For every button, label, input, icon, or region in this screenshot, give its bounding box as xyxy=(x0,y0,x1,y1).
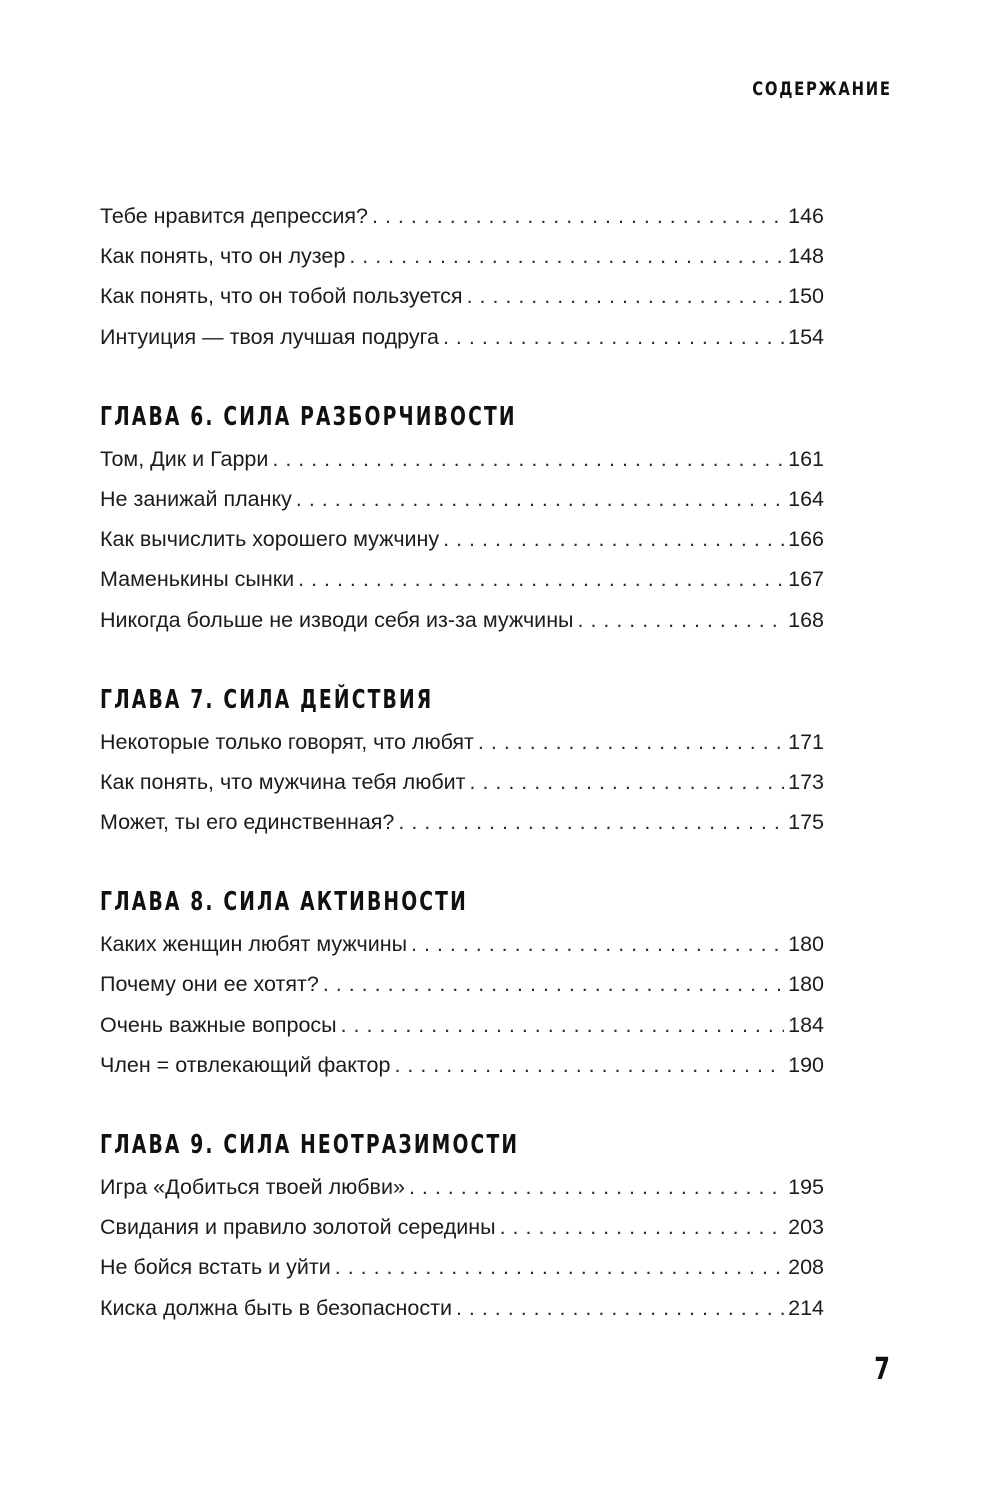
entry-page-number: 166 xyxy=(788,527,824,552)
toc-entry[interactable] xyxy=(100,236,824,276)
toc-entry[interactable] xyxy=(100,802,824,842)
table-of-contents xyxy=(100,196,824,1328)
dot-leader xyxy=(398,802,784,842)
chapter-title[interactable]: ГЛАВА 6. СИЛА РАЗБОРЧИВОСТИ xyxy=(100,401,517,432)
toc-entry[interactable] xyxy=(100,276,824,316)
toc-entry[interactable] xyxy=(100,600,824,640)
dot-leader xyxy=(349,236,784,276)
dot-leader xyxy=(443,519,784,559)
toc-section-chapter-7 xyxy=(100,682,824,843)
toc-entry[interactable] xyxy=(100,924,824,964)
entry-title: Киска должна быть в безопасности xyxy=(100,1295,452,1320)
entry-page-number: 171 xyxy=(788,729,824,754)
entry-title: Никогда больше не изводи себя из-за мужчины xyxy=(100,607,574,632)
entry-title: Не бойся встать и уйти xyxy=(100,1255,331,1280)
entry-title: Может, ты его единственная? xyxy=(100,810,395,835)
entry-page-number: 161 xyxy=(788,446,824,471)
dot-leader xyxy=(372,196,784,236)
dot-leader xyxy=(411,924,784,964)
entry-page-number: 203 xyxy=(788,1215,824,1240)
entry-page-number: 175 xyxy=(788,810,824,835)
toc-entry[interactable] xyxy=(100,317,824,357)
chapter-title[interactable]: ГЛАВА 8. СИЛА АКТИВНОСТИ xyxy=(100,887,468,918)
entry-page-number: 190 xyxy=(788,1052,824,1077)
dot-leader xyxy=(335,1247,784,1287)
toc-section-chapter-8 xyxy=(100,884,824,1085)
toc-entry[interactable] xyxy=(100,439,824,479)
entry-page-number: 154 xyxy=(788,324,824,349)
entry-title: Почему они ее хотят? xyxy=(100,972,319,997)
entry-page-number: 173 xyxy=(788,769,824,794)
toc-entry[interactable] xyxy=(100,1167,824,1207)
dot-leader xyxy=(298,559,784,599)
entry-page-number: 164 xyxy=(788,486,824,511)
entry-title: Игра «Добиться твоей любви» xyxy=(100,1175,405,1199)
dot-leader xyxy=(296,479,784,519)
entry-title: Как вычислить хорошего мужчину xyxy=(100,527,440,552)
toc-entry[interactable] xyxy=(100,559,824,599)
entry-title: Интуиция — твоя лучшая подруга xyxy=(100,324,439,349)
toc-entry[interactable] xyxy=(100,196,824,236)
toc-entry[interactable] xyxy=(100,762,824,802)
entry-title: Как понять, что он тобой пользуется xyxy=(100,284,463,309)
dot-leader xyxy=(443,317,784,357)
dot-leader xyxy=(470,762,785,802)
toc-entry[interactable] xyxy=(100,1288,824,1328)
entry-page-number: 214 xyxy=(788,1295,824,1320)
dot-leader xyxy=(394,1045,784,1085)
running-head: СОДЕРЖАНИЕ xyxy=(752,78,892,100)
entry-title: Тебе нравится депрессия? xyxy=(100,204,369,228)
toc-section-continued xyxy=(100,196,824,357)
dot-leader xyxy=(272,439,784,479)
toc-entry[interactable] xyxy=(100,964,824,1004)
entry-title: Свидания и правило золотой середины xyxy=(100,1215,496,1240)
entry-page-number: 208 xyxy=(788,1255,824,1280)
toc-section-chapter-6 xyxy=(100,399,824,640)
entry-title: Не занижай планку xyxy=(100,486,292,511)
entry-title: Очень важные вопросы xyxy=(100,1012,337,1037)
toc-entry[interactable] xyxy=(100,479,824,519)
entry-title: Том, Дик и Гарри xyxy=(100,446,269,471)
entry-page-number: 168 xyxy=(788,607,824,632)
entry-page-number: 184 xyxy=(788,1012,824,1037)
toc-entry[interactable] xyxy=(100,722,824,762)
toc-entry[interactable] xyxy=(100,1247,824,1287)
toc-entry[interactable] xyxy=(100,1005,824,1045)
entry-page-number: 180 xyxy=(788,972,824,997)
toc-entry[interactable] xyxy=(100,1207,824,1247)
entry-title: Как понять, что он лузер xyxy=(100,244,346,269)
dot-leader xyxy=(456,1288,784,1328)
dot-leader xyxy=(409,1167,784,1207)
dot-leader xyxy=(578,600,785,640)
entry-title: Каких женщин любят мужчины xyxy=(100,932,408,957)
entry-title: Как понять, что мужчина тебя любит xyxy=(100,769,466,794)
entry-page-number: 146 xyxy=(788,204,824,228)
dot-leader xyxy=(478,722,784,762)
dot-leader xyxy=(500,1207,785,1247)
entry-page-number: 150 xyxy=(788,284,824,309)
dot-leader xyxy=(323,964,784,1004)
dot-leader xyxy=(341,1005,785,1045)
dot-leader xyxy=(467,276,785,316)
entry-page-number: 148 xyxy=(788,244,824,269)
page-number: 7 xyxy=(874,1352,890,1387)
toc-entry[interactable] xyxy=(100,519,824,559)
toc-section-chapter-9 xyxy=(100,1127,824,1328)
toc-entry[interactable] xyxy=(100,1045,824,1085)
chapter-title[interactable]: ГЛАВА 9. СИЛА НЕОТРАЗИМОСТИ xyxy=(100,1130,520,1160)
entry-page-number: 167 xyxy=(788,567,824,592)
entry-title: Маменькины сынки xyxy=(100,567,295,592)
chapter-title[interactable]: ГЛАВА 7. СИЛА ДЕЙСТВИЯ xyxy=(100,684,434,715)
entry-title: Некоторые только говорят, что любят xyxy=(100,729,474,754)
entry-page-number: 180 xyxy=(788,932,824,957)
entry-title: Член = отвлекающий фактор xyxy=(100,1052,391,1077)
entry-page-number: 195 xyxy=(788,1175,824,1199)
